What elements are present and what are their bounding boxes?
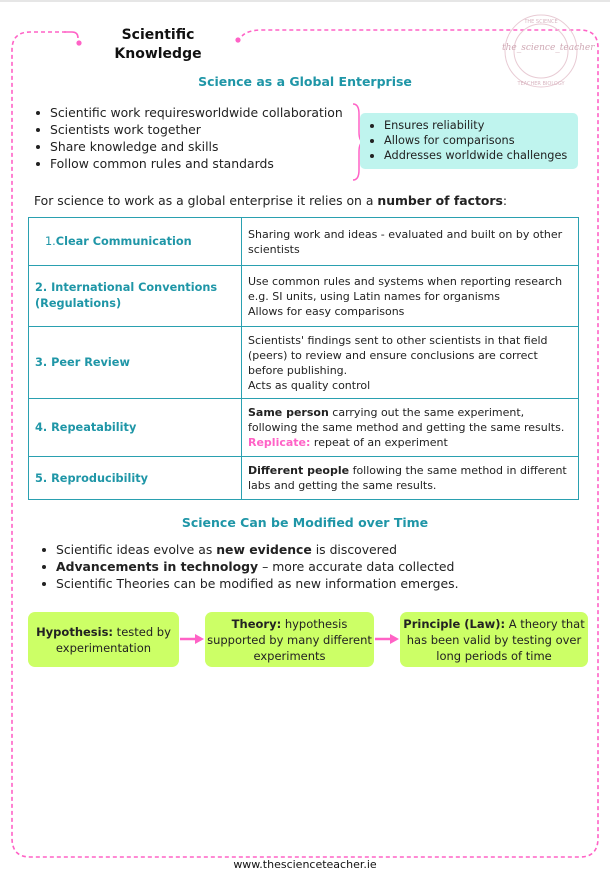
factor-name: 5. Reproducibility	[29, 457, 242, 500]
modified-bullets	[40, 541, 459, 592]
footer-url: www.thescienceteacher.ie	[233, 858, 377, 871]
table-row	[29, 327, 579, 399]
benefits-box	[360, 113, 578, 169]
heading-modified-over-time: Science Can be Modified over Time	[181, 515, 429, 530]
global-bullets	[34, 104, 343, 172]
table-row	[29, 457, 579, 500]
factor-description: Same person carrying out the same experiment, following the same method and getting the same results. Replicate: repeat of an experiment	[242, 399, 579, 457]
heading-global-enterprise: Science as a Global Enterprise	[198, 74, 412, 89]
list-item: Scientists work together	[34, 121, 343, 138]
factors-table	[28, 217, 579, 500]
svg-text:TEACHER BIOLOGY: TEACHER BIOLOGY	[517, 81, 565, 87]
factor-description: Sharing work and ideas - evaluated and built on by other scientists	[242, 218, 579, 266]
table-row	[29, 399, 579, 457]
table-row	[29, 218, 579, 266]
flow-box-principle: Principle (Law): A theory that has been valid by testing over long periods of time	[400, 612, 588, 667]
list-item: Addresses worldwide challenges	[360, 148, 578, 163]
factors-intro: For science to work as a global enterprise it relies on a number of factors:	[34, 193, 508, 208]
factor-name: 2. International Conventions (Regulations)	[29, 266, 242, 327]
list-item: Scientific ideas evolve as new evidence is discovered	[40, 541, 459, 558]
list-item: Allows for comparisons	[360, 133, 578, 148]
list-item: Ensures reliability	[360, 118, 578, 133]
flow-box-theory: Theory: hypothesis supported by many different experiments	[205, 612, 374, 667]
factor-description: Scientists' findings sent to other scientists in that field (peers) to review and ensure conclusions are correct before publishing. Acts as quality control	[242, 327, 579, 399]
page-title: Scientific Knowledge	[114, 27, 202, 62]
arrow-right-icon	[374, 633, 400, 645]
list-item: Scientific Theories can be modified as new information emerges.	[40, 575, 459, 592]
list-item: Advancements in technology – more accurate data collected	[40, 558, 459, 575]
factor-description: Use common rules and systems when reporting research e.g. SI units, using Latin names for organisms Allows for easy comparisons	[242, 266, 579, 327]
factor-name: 4. Repeatability	[29, 399, 242, 457]
list-item: Share knowledge and skills	[34, 138, 343, 155]
logo-text: the_science_teacher	[502, 43, 595, 53]
arrow-right-icon	[179, 633, 205, 645]
list-item: Follow common rules and standards	[34, 155, 343, 172]
svg-text:THE SCIENCE: THE SCIENCE	[524, 19, 558, 25]
factor-description: Different people following the same method in different labs and getting the same results.	[242, 457, 579, 500]
list-item: Scientific work requiresworldwide collaboration	[34, 104, 343, 121]
factor-name: 3. Peer Review	[29, 327, 242, 399]
table-row	[29, 266, 579, 327]
flow-box-hypothesis: Hypothesis: tested by experimentation	[28, 612, 179, 667]
factor-name: 1.Clear Communication	[29, 218, 242, 266]
